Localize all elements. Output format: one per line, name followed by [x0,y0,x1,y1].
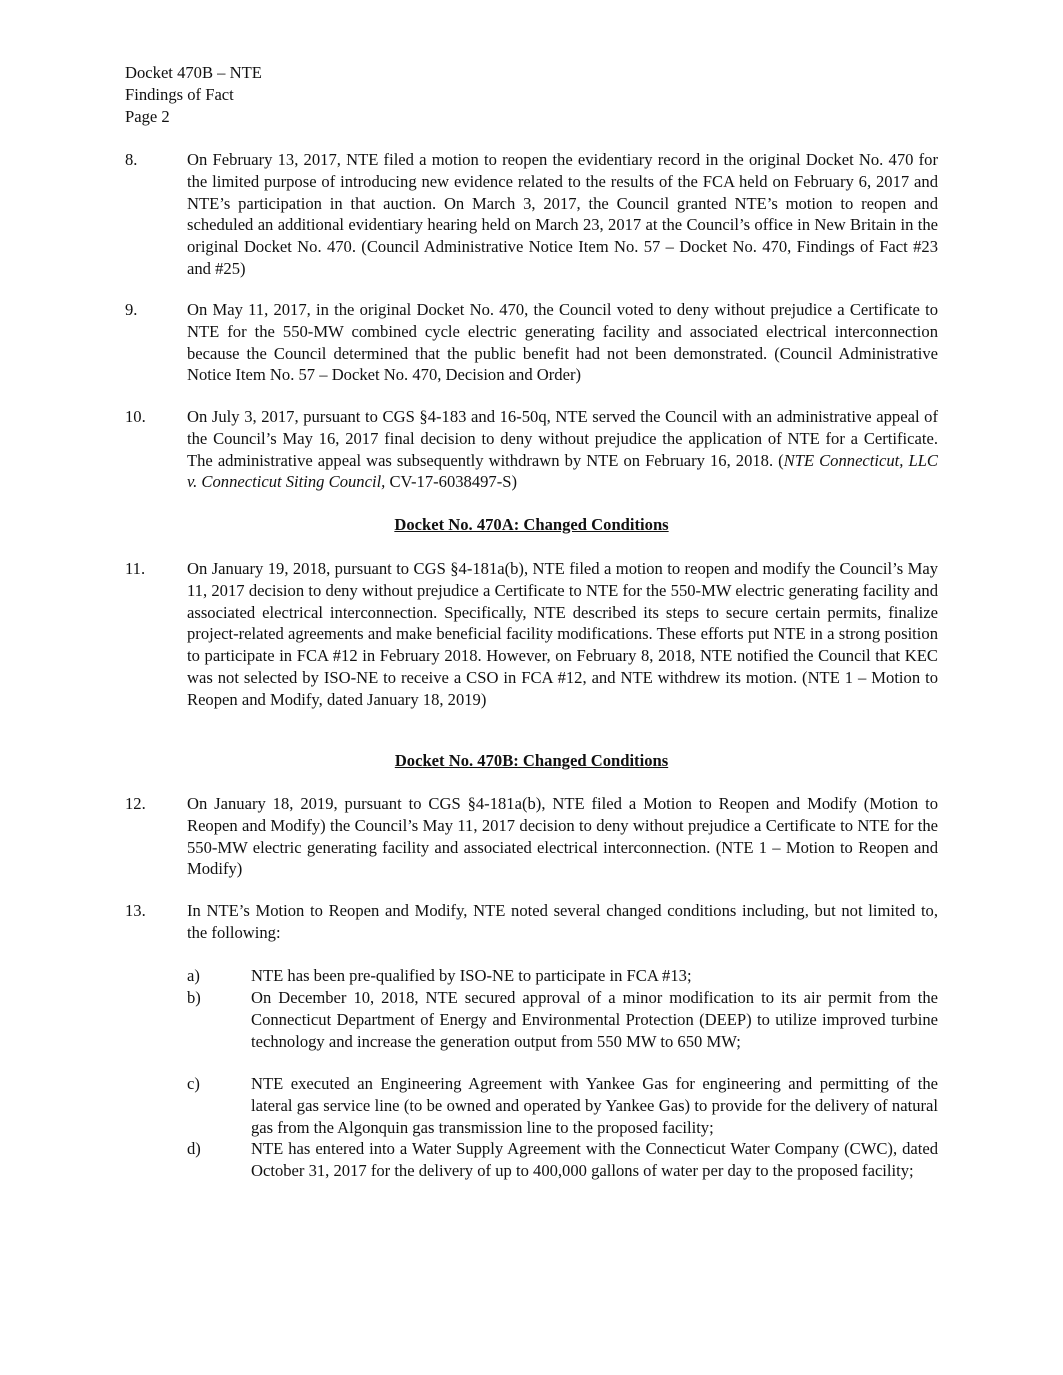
sub-item-text: NTE executed an Engineering Agreement with Yankee Gas for engineering and permitting of the lateral gas service line (to be owned and operated by Yankee Gas) to provide for the delivery of natural gas from the Algonquin gas transmission line to the proposed facility; [251,1074,938,1137]
finding-9 [125,299,938,386]
sub-item-letter: c) [187,1074,200,1093]
finding-11 [125,558,938,711]
finding-13 [125,900,938,944]
sub-item-d [187,1138,938,1182]
finding-text-start: On July 3, 2017, pursuant to CGS §4-183 and 16-50q, NTE served the Council with an administrative appeal of the Council’s May 16, 2017 final decision to deny without prejudice the application of NTE for a Certificate. The administrative appeal was subsequently withdrawn by NTE on February 16, 2018. ( [187,407,938,470]
sub-item-letter: d) [187,1139,201,1158]
section-heading-470b: Docket No. 470B: Changed Conditions [394,751,669,770]
finding-10 [125,406,938,493]
finding-number: 10. [125,407,146,426]
page-number: Page 2 [125,107,170,126]
finding-text: On January 19, 2018, pursuant to CGS §4-181a(b), NTE filed a motion to reopen and modify the Council’s May 11, 2017 decision to deny without prejudice a Certificate to NTE for the 550-MW electric generating facility and associated electrical interconnection. Specifically, NTE described its steps to secure certain permits, finalize project-related agreements and make beneficial facility modifications. These efforts put NTE in a strong position to participate in FCA #12 in February 2018. However, on February 8, 2018, NTE notified the Council that KEC was not selected by ISO-NE to receive a CSO in FCA #12, and NTE withdrew its motion. (NTE 1 – Motion to Reopen and Modify, dated January 18, 2019) [187,559,938,709]
case-citation: NTE Connecticut, LLC v. Connecticut Siting Council, [187,450,938,492]
page-header [125,62,262,128]
sub-item-text: NTE has entered into a Water Supply Agreement with the Connecticut Water Company (CWC), dated October 31, 2017 for the delivery of up to 400,000 gallons of water per day to the proposed facility; [251,1139,938,1180]
section-heading-470a: Docket No. 470A: Changed Conditions [394,515,669,534]
finding-number: 13. [125,901,146,920]
finding-text: On January 18, 2019, pursuant to CGS §4-181a(b), NTE filed a Motion to Reopen and Modify (Motion to Reopen and Modify) the Council’s May 11, 2017 decision to deny without prejudice a Certificate to NTE for the 550-MW electric generating facility and associated electrical interconnection. (NTE 1 – Motion to Reopen and Modify) [187,794,938,879]
sub-item-a [187,965,938,987]
docket-label: Docket 470B – NTE [125,63,262,82]
document-title: Findings of Fact [125,85,234,104]
finding-text: In NTE’s Motion to Reopen and Modify, NTE noted several changed conditions including, but not limited to, the following: [187,901,938,942]
sub-item-c [187,1073,938,1138]
finding-text [187,406,938,493]
sub-item-letter: b) [187,988,201,1007]
finding-number: 12. [125,794,146,813]
finding-text: On May 11, 2017, in the original Docket No. 470, the Council voted to deny without prejudice a Certificate to NTE for the 550-MW combined cycle electric generating facility and associated electrical interconnection because the Council determined that the public benefit had not been demonstrated. (Council Administrative Notice Item No. 57 – Docket No. 470, Decision and Order) [187,300,938,385]
sub-item-text: NTE has been pre-qualified by ISO-NE to participate in FCA #13; [251,966,692,985]
sub-item-b [187,987,938,1052]
finding-text-end: CV-17-6038497-S) [385,472,518,492]
finding-12 [125,793,938,880]
finding-text: On February 13, 2017, NTE filed a motion to reopen the evidentiary record in the original Docket No. 470 for the limited purpose of introducing new evidence related to the results of the FCA held on February 6, 2017 and NTE’s participation in that auction. On March 3, 2017, the Council granted NTE’s motion to reopen and scheduled an additional evidentiary hearing held on March 23, 2017 at the Council’s office in New Britain in the original Docket No. 470. (Council Administrative Notice Item No. 57 – Docket No. 470, Findings of Fact #23 and #25) [187,150,938,278]
finding-8 [125,149,938,280]
finding-number: 11. [125,559,146,578]
finding-number: 8. [125,150,138,169]
sub-item-text: On December 10, 2018, NTE secured approval of a minor modification to its air permit from the Connecticut Department of Energy and Environmental Protection (DEEP) to utilize improved turbine technology and increase the generation output from 550 MW to 650 MW; [251,988,938,1051]
sub-item-letter: a) [187,966,200,985]
finding-number: 9. [125,300,138,319]
